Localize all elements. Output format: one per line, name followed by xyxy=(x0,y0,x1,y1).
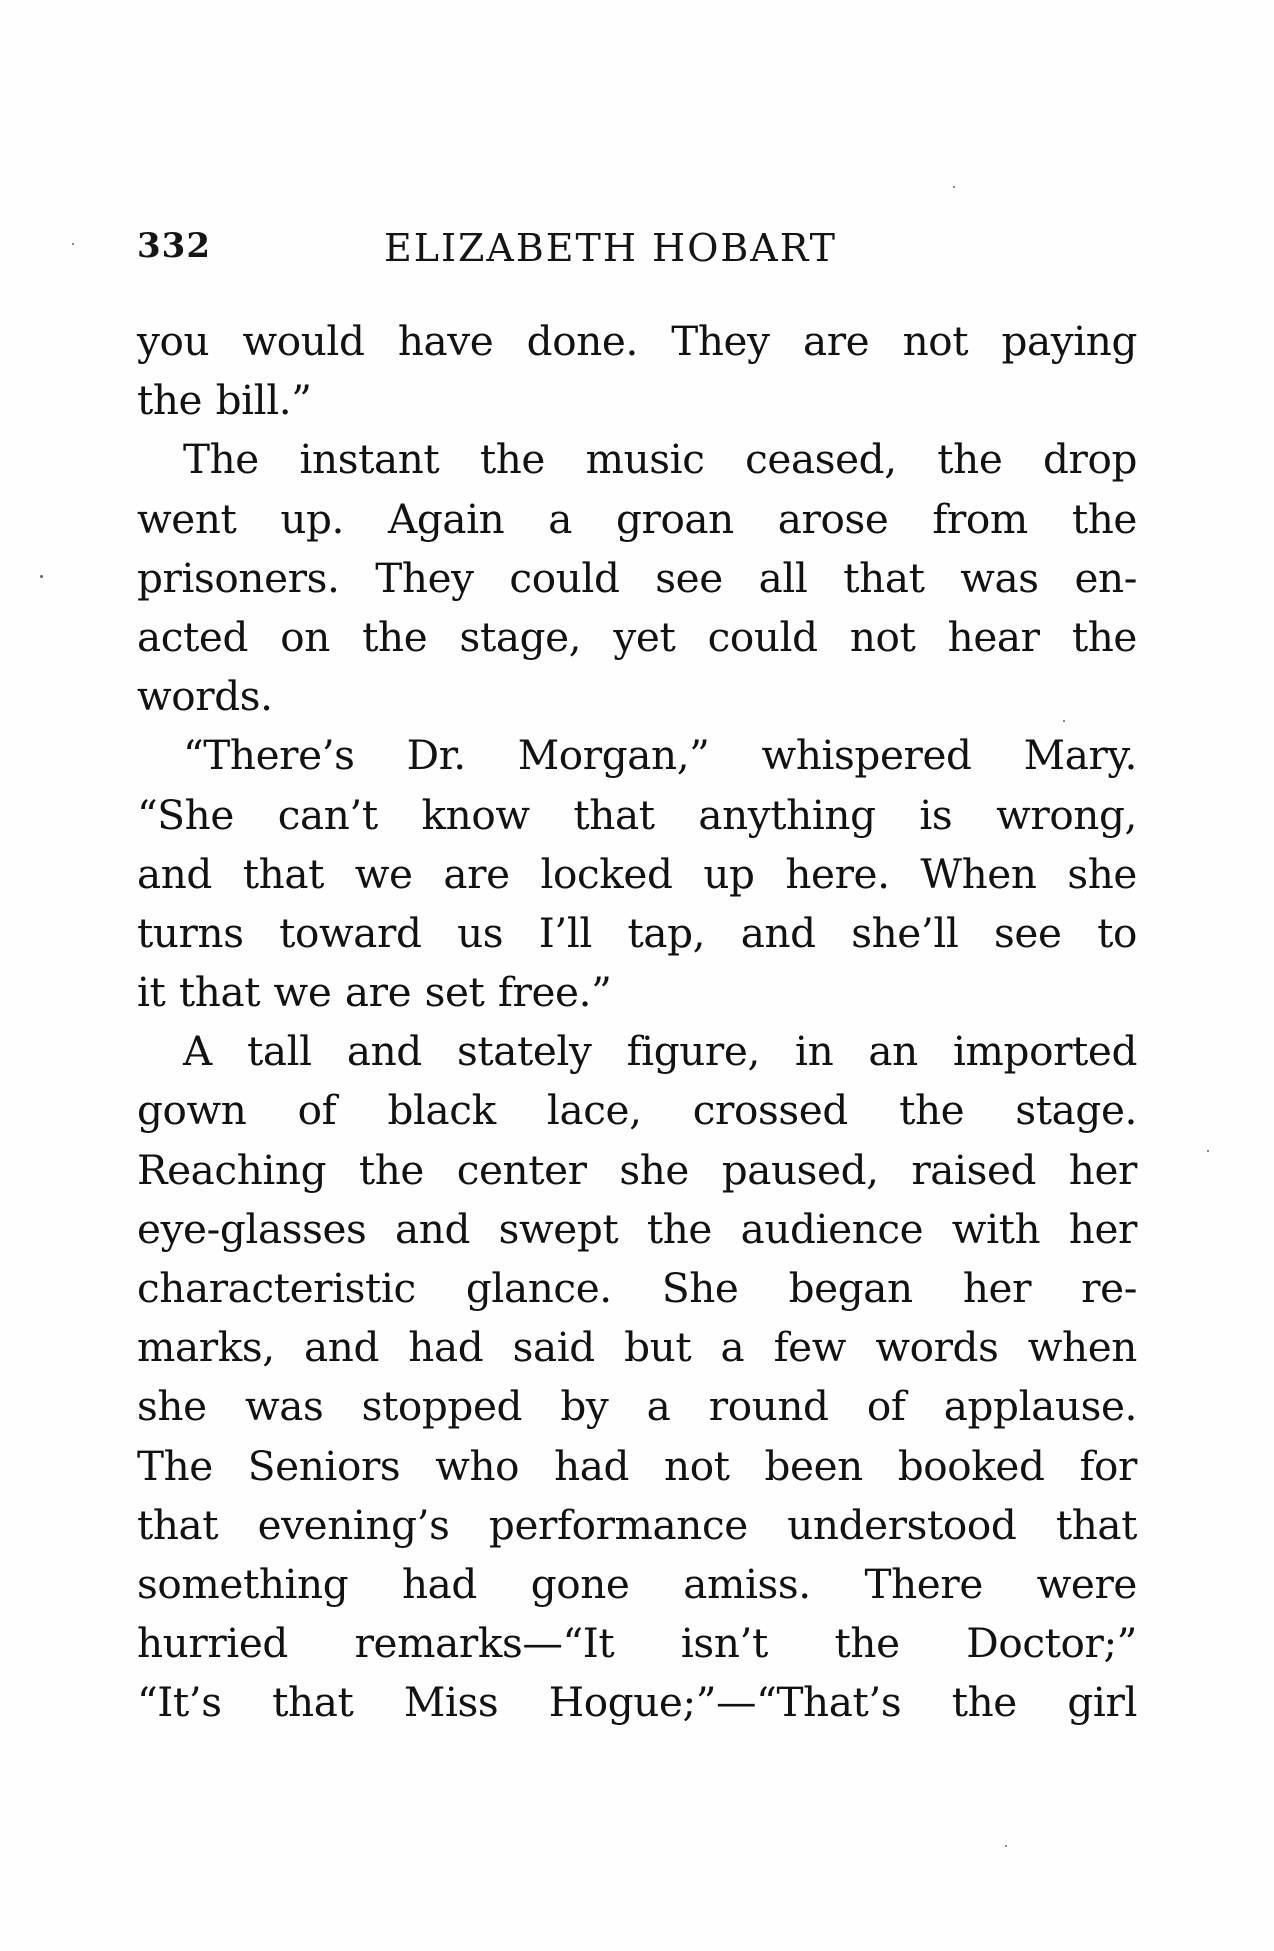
text-line: “She can’t know that anything is wrong, xyxy=(137,790,1137,839)
text-line: acted on the stage, yet could not hear the xyxy=(137,612,1137,661)
text-line: Reaching the center she paused, raised her xyxy=(137,1145,1137,1194)
scan-speck xyxy=(1207,1150,1209,1152)
text-line: characteristic glance. She began her re- xyxy=(137,1264,1137,1312)
scan-speck xyxy=(1063,720,1065,722)
running-head xyxy=(137,226,1137,276)
text-line: she was stopped by a round of applause. xyxy=(137,1382,1137,1431)
running-title: ELIZABETH HOBART xyxy=(384,226,838,270)
text-line: something had gone amiss. There were xyxy=(137,1559,1137,1608)
text-line: The Seniors who had not been booked for xyxy=(137,1441,1137,1490)
scan-speck xyxy=(1005,1845,1007,1847)
scan-speck xyxy=(72,243,74,245)
text-line: it that we are set free.” xyxy=(137,968,612,1017)
text-line: that evening’s performance understood that xyxy=(137,1500,1137,1549)
text-line: the bill.” xyxy=(137,376,312,425)
text-line: turns toward us I’ll tap, and she’ll see to xyxy=(137,908,1137,957)
body-text xyxy=(137,312,1137,1733)
text-line: prisoners. They could see all that was en- xyxy=(137,553,1137,602)
text-line: gown of black lace, crossed the stage. xyxy=(137,1086,1137,1135)
text-line: A tall and stately figure, in an imported xyxy=(183,1027,1137,1076)
text-line: The instant the music ceased, the drop xyxy=(183,435,1137,484)
text-line: marks, and had said but a few words when xyxy=(137,1323,1137,1372)
scan-speck xyxy=(953,186,955,188)
text-line: and that we are locked up here. When she xyxy=(137,849,1137,898)
text-line: hurried remarks—“It isn’t the Doctor;” xyxy=(137,1619,1137,1668)
text-line: “It’s that Miss Hogue;”—“That’s the girl xyxy=(137,1678,1137,1727)
text-line: you would have done. They are not paying xyxy=(137,317,1137,365)
scan-speck xyxy=(40,575,43,578)
text-line: went up. Again a groan arose from the xyxy=(137,494,1137,543)
text-line: eye-glasses and swept the audience with her xyxy=(137,1204,1137,1253)
text-line: “There’s Dr. Morgan,” whispered Mary. xyxy=(183,731,1137,780)
text-line: words. xyxy=(137,672,273,721)
page-number: 332 xyxy=(137,226,211,266)
